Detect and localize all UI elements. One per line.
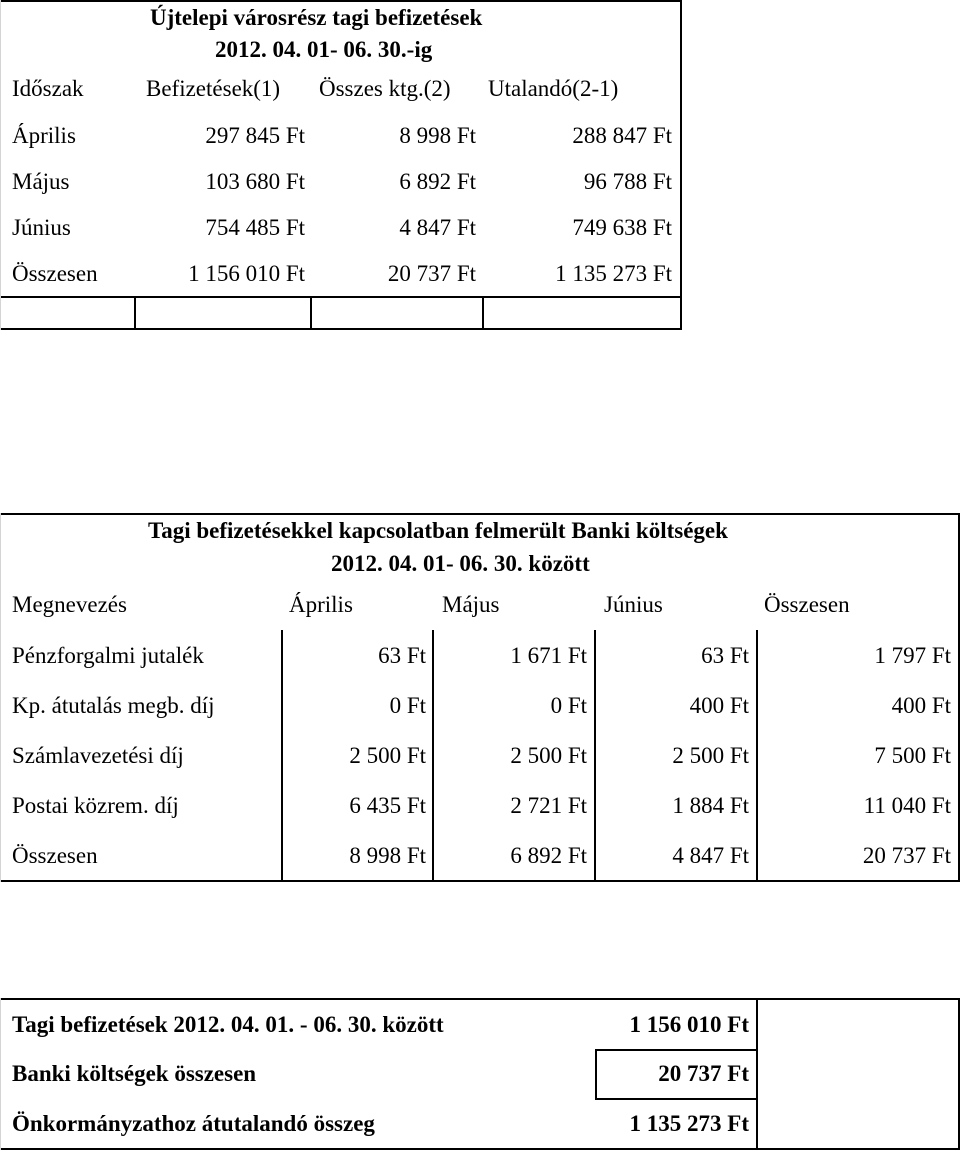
table2-cell: 1 884 Ft bbox=[672, 793, 749, 818]
table2-cell: 20 737 Ft bbox=[862, 843, 951, 868]
summary-border-left bbox=[0, 998, 1, 1150]
table2-cell: 7 500 Ft bbox=[874, 743, 951, 768]
table2-cell: 0 Ft bbox=[550, 693, 587, 718]
table2-cell: 400 Ft bbox=[891, 693, 951, 718]
table1-cell: 1 135 273 Ft bbox=[555, 261, 672, 286]
table1-cell: 103 680 Ft bbox=[205, 169, 305, 194]
table2-cell: 2 721 Ft bbox=[510, 793, 587, 818]
table1-header-transfer: Utalandó(2-1) bbox=[488, 76, 619, 101]
table1-border-left bbox=[0, 0, 1, 330]
table1-cell: 20 737 Ft bbox=[387, 261, 476, 286]
table2-cell: 63 Ft bbox=[701, 643, 749, 668]
table1-cell: Május bbox=[12, 169, 70, 194]
table2-header-june: Június bbox=[604, 592, 663, 617]
table1-cell: 749 638 Ft bbox=[572, 215, 672, 240]
table2-cell: 4 847 Ft bbox=[672, 843, 749, 868]
summary-label: Banki költségek összesen bbox=[12, 1061, 257, 1086]
table2-cell: Számlavezetési díj bbox=[12, 743, 184, 768]
summary-divider bbox=[756, 999, 758, 1149]
table1-divider bbox=[310, 297, 312, 329]
summary-value: 1 135 273 Ft bbox=[629, 1111, 749, 1136]
table2-cell: 1 797 Ft bbox=[874, 643, 951, 668]
table1-title: Újtelepi városrész tagi befizetések bbox=[150, 5, 483, 30]
table2-divider bbox=[281, 630, 283, 881]
table2-divider bbox=[756, 630, 758, 881]
table2-title: Tagi befizetésekkel kapcsolatban felmerült Banki költségek bbox=[148, 518, 728, 543]
table2-cell: 1 671 Ft bbox=[510, 643, 587, 668]
summary-border-bottom bbox=[0, 1148, 960, 1150]
table1-header-payments: Befizetések(1) bbox=[146, 76, 281, 101]
table1-cell: 6 892 Ft bbox=[399, 169, 476, 194]
table2-cell: Kp. átutalás megb. díj bbox=[12, 693, 215, 718]
table1-cell: 8 998 Ft bbox=[399, 123, 476, 148]
table1-header-costs: Összes ktg.(2) bbox=[319, 76, 451, 101]
table2-cell: 2 500 Ft bbox=[672, 743, 749, 768]
table1-cell: 297 845 Ft bbox=[205, 123, 305, 148]
table1-cell: 96 788 Ft bbox=[583, 169, 672, 194]
summary-label: Önkormányzathoz átutalandó összeg bbox=[12, 1111, 375, 1136]
table2-header-april: Április bbox=[289, 592, 353, 617]
table1-border-top bbox=[0, 0, 681, 2]
table1-border-right bbox=[680, 0, 682, 330]
table1-border-bottom bbox=[0, 328, 682, 330]
table1-cell: 754 485 Ft bbox=[205, 215, 305, 240]
table2-cell: Összesen bbox=[12, 843, 98, 868]
table1-cell: Április bbox=[12, 123, 76, 148]
table1-period: 2012. 04. 01- 06. 30.-ig bbox=[215, 37, 433, 62]
table1-divider bbox=[134, 297, 136, 329]
summary-value: 20 737 Ft bbox=[658, 1061, 749, 1086]
table1-rule bbox=[0, 296, 682, 298]
table2-cell: 2 500 Ft bbox=[510, 743, 587, 768]
table2-header-total: Összesen bbox=[764, 592, 850, 617]
summary-rule bbox=[595, 1098, 757, 1100]
table2-border-top bbox=[0, 513, 960, 515]
summary-label: Tagi befizetések 2012. 04. 01. - 06. 30. között bbox=[12, 1012, 444, 1037]
table2-header-may: Május bbox=[442, 592, 500, 617]
table2-divider bbox=[432, 630, 434, 881]
table1-cell: 4 847 Ft bbox=[399, 215, 476, 240]
table2-border-left bbox=[0, 513, 1, 882]
table2-cell: 6 435 Ft bbox=[349, 793, 426, 818]
table2-period: 2012. 04. 01- 06. 30. között bbox=[331, 551, 590, 576]
table2-border-bottom bbox=[0, 880, 960, 882]
table1-cell: Június bbox=[12, 215, 71, 240]
table2-cell: Postai közrem. díj bbox=[12, 793, 179, 818]
table1-cell: 1 156 010 Ft bbox=[188, 261, 305, 286]
table2-cell: 400 Ft bbox=[689, 693, 749, 718]
table2-cell: 11 040 Ft bbox=[863, 793, 951, 818]
table2-divider bbox=[594, 630, 596, 881]
summary-divider bbox=[595, 1049, 597, 1100]
table2-cell: 6 892 Ft bbox=[510, 843, 587, 868]
table2-cell: 2 500 Ft bbox=[349, 743, 426, 768]
table1-header-period: Időszak bbox=[12, 76, 84, 101]
table2-header-name: Megnevezés bbox=[12, 592, 127, 617]
table1-divider bbox=[482, 297, 484, 329]
table1-cell: Összesen bbox=[12, 261, 98, 286]
table1-cell: 288 847 Ft bbox=[572, 123, 672, 148]
table2-cell: 8 998 Ft bbox=[349, 843, 426, 868]
summary-rule bbox=[595, 1049, 757, 1051]
summary-border-top bbox=[0, 998, 960, 1000]
summary-value: 1 156 010 Ft bbox=[629, 1012, 749, 1037]
table2-cell: 0 Ft bbox=[389, 693, 426, 718]
table2-cell: Pénzforgalmi jutalék bbox=[12, 643, 204, 668]
table2-cell: 63 Ft bbox=[378, 643, 426, 668]
